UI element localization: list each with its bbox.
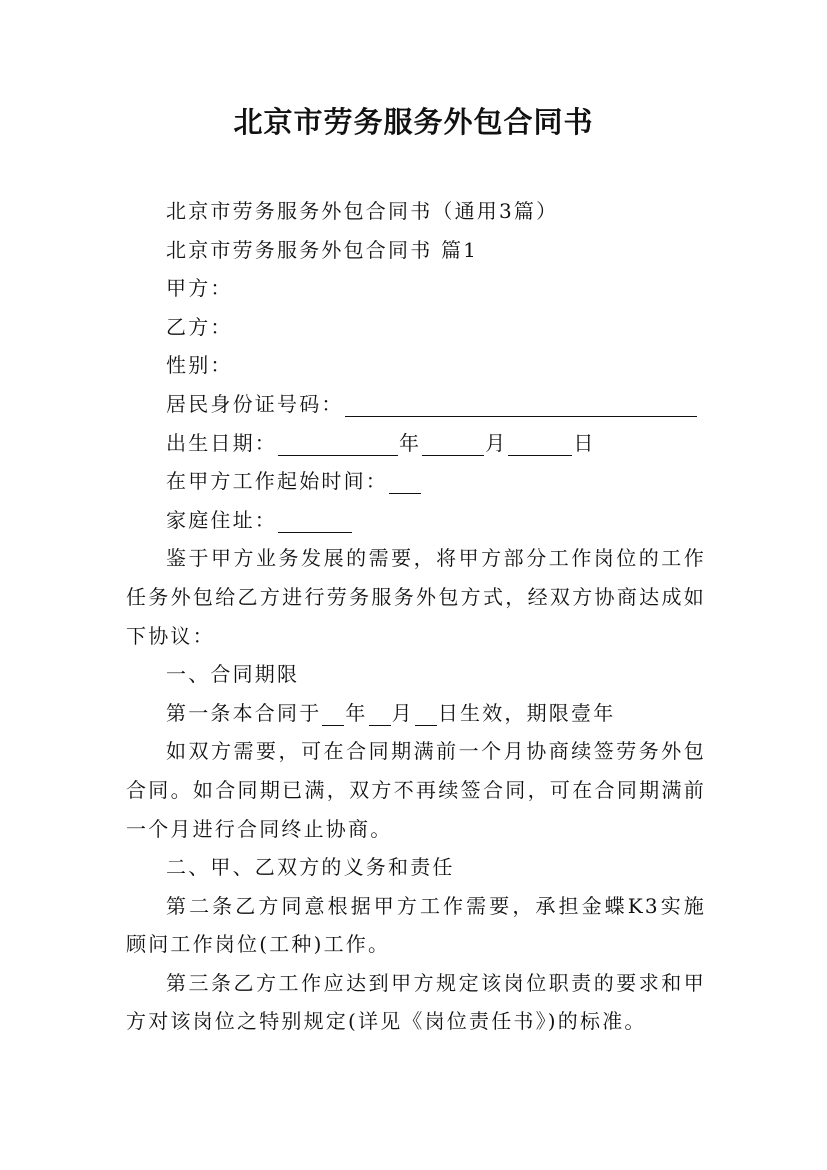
document-title: 北京市劳务服务外包合同书 [233,105,594,139]
effective-day-blank [415,701,437,726]
renewal-paragraph: 如双方需要，可在合同期满前一个月协商续签劳务外包合同。如合同期已满，双方不再续签合同，可在合同期满前一个月进行合同终止协商。 [126,739,706,841]
article1-suffix: 日生效，期限壹年 [437,700,616,725]
start-time-field [126,462,706,501]
id-number-label: 居民身份证号码： [166,391,344,416]
party-b-field: 乙方： [166,314,233,339]
party-a-field: 甲方： [166,276,233,301]
start-time-label: 在甲方工作起始时间： [166,469,388,494]
birth-day-blank [508,431,572,456]
month-label: 月 [485,430,508,455]
article1-month: 月 [391,700,414,725]
section2-heading: 二、甲、乙双方的义务和责任 [166,855,455,880]
birth-year-blank [278,431,398,456]
collection-heading: 北京市劳务服务外包合同书（通用3篇） [166,199,559,223]
gender-field: 性别： [166,353,233,378]
id-number-blank [345,392,697,417]
article1-prefix: 第一条本合同于 [166,700,322,725]
address-label: 家庭住址： [166,507,277,532]
section1-heading: 一、合同期限 [166,662,300,687]
document-body [126,192,706,1041]
article2-paragraph: 第二条乙方同意根据甲方工作需要，承担金蝶K3实施顾问工作岗位(工种)工作。 [126,893,706,957]
intro-paragraph: 鉴于甲方业务发展的需要，将甲方部分工作岗位的工作任务外包给乙方进行劳务服务外包方式，经双方协商达成如下协议： [126,546,706,648]
day-label: 日 [573,430,596,455]
article1-paragraph [126,694,706,733]
id-number-field [126,385,706,424]
start-time-blank [389,469,421,494]
effective-year-blank [322,701,344,726]
article3-paragraph: 第三条乙方工作应达到甲方规定该岗位职责的要求和甲方对该岗位之特别规定(详见《岗位责任书》)的标准。 [126,970,706,1034]
address-field [126,501,706,540]
birth-date-field [126,424,706,463]
address-blank [278,508,352,533]
article1-year: 年 [345,700,368,725]
year-label: 年 [399,430,422,455]
birth-month-blank [422,431,484,456]
part-heading: 北京市劳务服务外包合同书 篇1 [166,237,479,262]
effective-month-blank [369,701,391,726]
birth-date-label: 出生日期： [166,430,277,455]
